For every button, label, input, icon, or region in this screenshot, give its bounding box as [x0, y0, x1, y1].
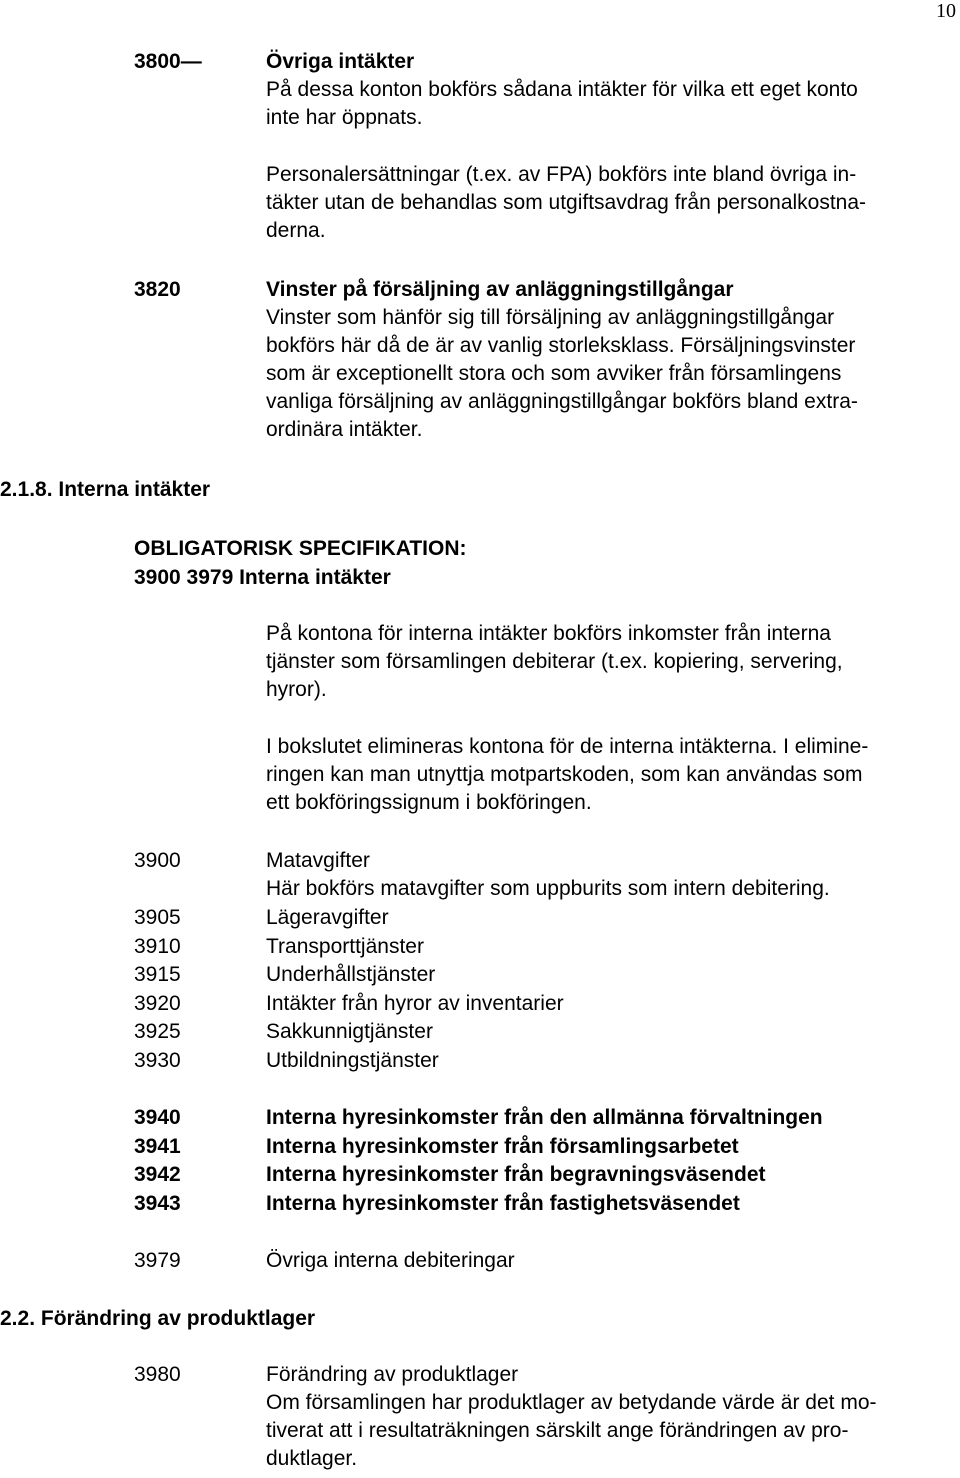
specification-label: OBLIGATORISK SPECIFIKATION:: [134, 537, 467, 560]
text-line: ett bokföringssignum i bokföringen.: [266, 791, 592, 814]
account-name: Underhållstjänster: [266, 963, 436, 987]
text-line: Om församlingen har produktlager av betydande värde är det mo-: [266, 1391, 877, 1414]
list-item: [0, 1190, 960, 1219]
specification-range: 3900 3979 Interna intäkter: [134, 566, 391, 589]
text-line: inte har öppnats.: [266, 106, 423, 129]
text-line: som är exceptionellt stora och som avviker från församlingens: [266, 362, 842, 385]
list-item: [0, 961, 960, 990]
section-heading: 2.1.8. Interna intäkter: [0, 478, 211, 501]
account-name: Övriga interna debiteringar: [266, 1249, 515, 1272]
list-item: [0, 1047, 960, 1076]
account-code: 3915: [134, 963, 181, 987]
account-3979: [0, 1247, 960, 1276]
list-item: [0, 1018, 960, 1047]
account-name: Intäkter från hyror av inventarier: [266, 991, 564, 1015]
account-name: Utbildningstjänster: [266, 1048, 439, 1072]
list-item: [0, 990, 960, 1019]
list-item: [0, 1247, 960, 1276]
section-3820: [0, 276, 960, 444]
text-line: På kontona för interna intäkter bokförs inkomster från interna: [266, 622, 831, 645]
account-code: 3980: [134, 1363, 181, 1386]
account-name: Interna hyresinkomster från församlingsarbetet: [266, 1134, 739, 1158]
text-line: Vinster som hänför sig till försäljning av anläggningstillgångar: [266, 306, 835, 329]
account-code: 3920: [134, 991, 181, 1015]
list-item: [0, 933, 960, 962]
text-line: På dessa konton bokförs sådana intäkter för vilka ett eget konto: [266, 78, 858, 101]
account-name: Interna hyresinkomster från fastighetsväsendet: [266, 1191, 740, 1215]
account-code: 3942: [134, 1163, 181, 1187]
list-item: [0, 904, 960, 933]
account-3900: [0, 847, 960, 903]
account-name: Lägeravgifter: [266, 906, 389, 929]
account-code: 3820: [134, 278, 181, 301]
account-code: 3905: [134, 906, 181, 929]
text-line: ringen kan man utnyttja motpartskoden, som kan användas som: [266, 763, 863, 786]
account-name: Interna hyresinkomster från den allmänna förvaltningen: [266, 1106, 823, 1129]
text-line: I bokslutet elimineras kontona för de interna intäkterna. I elimine-: [266, 735, 869, 758]
note-3800: [0, 161, 960, 245]
account-code: 3925: [134, 1020, 181, 1044]
account-description: Här bokförs matavgifter som uppburits som intern debitering.: [266, 877, 830, 900]
interna-paragraph-2: [0, 733, 960, 817]
text-line: täkter utan de behandlas som utgiftsavdrag från personalkostna-: [266, 191, 867, 214]
text-line: ordinära intäkter.: [266, 418, 423, 441]
account-name: Interna hyresinkomster från begravningsväsendet: [266, 1163, 766, 1187]
page-number: 10: [936, 0, 956, 22]
account-code: 3910: [134, 934, 181, 958]
account-code: 3943: [134, 1191, 181, 1215]
text-line: vanliga försäljning av anläggningstillgångar bokförs bland extra-: [266, 390, 858, 413]
list-item: [0, 1161, 960, 1190]
list-item: [0, 1104, 960, 1133]
account-name: Transporttjänster: [266, 934, 424, 958]
account-code: 3800—: [134, 50, 202, 73]
account-name: Matavgifter: [266, 849, 370, 872]
section-3800: [0, 48, 960, 132]
text-line: Personalersättningar (t.ex. av FPA) bokförs inte bland övriga in-: [266, 163, 857, 186]
text-line: tiverat att i resultaträkningen särskilt ange förändringen av pro-: [266, 1419, 849, 1442]
section-title: Övriga intäkter: [266, 50, 415, 73]
account-code: 3979: [134, 1249, 181, 1272]
section-heading: 2.2. Förändring av produktlager: [0, 1307, 316, 1330]
account-code: 3900: [134, 849, 181, 872]
section-title: Förändring av produktlager: [266, 1363, 519, 1386]
list-item: [0, 1133, 960, 1162]
account-code: 3941: [134, 1134, 181, 1158]
text-line: duktlager.: [266, 1447, 358, 1470]
text-line: derna.: [266, 219, 326, 242]
text-line: bokförs här då de är av vanlig storleksklass. Försäljningsvinster: [266, 334, 856, 357]
text-line: hyror).: [266, 678, 327, 701]
bold-account-list: [0, 1104, 960, 1218]
account-code: 3940: [134, 1106, 181, 1129]
account-list: [0, 904, 960, 1076]
text-line: tjänster som församlingen debiterar (t.ex. kopiering, servering,: [266, 650, 843, 673]
account-code: 3930: [134, 1048, 181, 1072]
section-title: Vinster på försäljning av anläggningstillgångar: [266, 278, 734, 301]
section-3980: [0, 1361, 960, 1473]
interna-paragraph-1: [0, 620, 960, 704]
account-name: Sakkunnigtjänster: [266, 1020, 433, 1044]
